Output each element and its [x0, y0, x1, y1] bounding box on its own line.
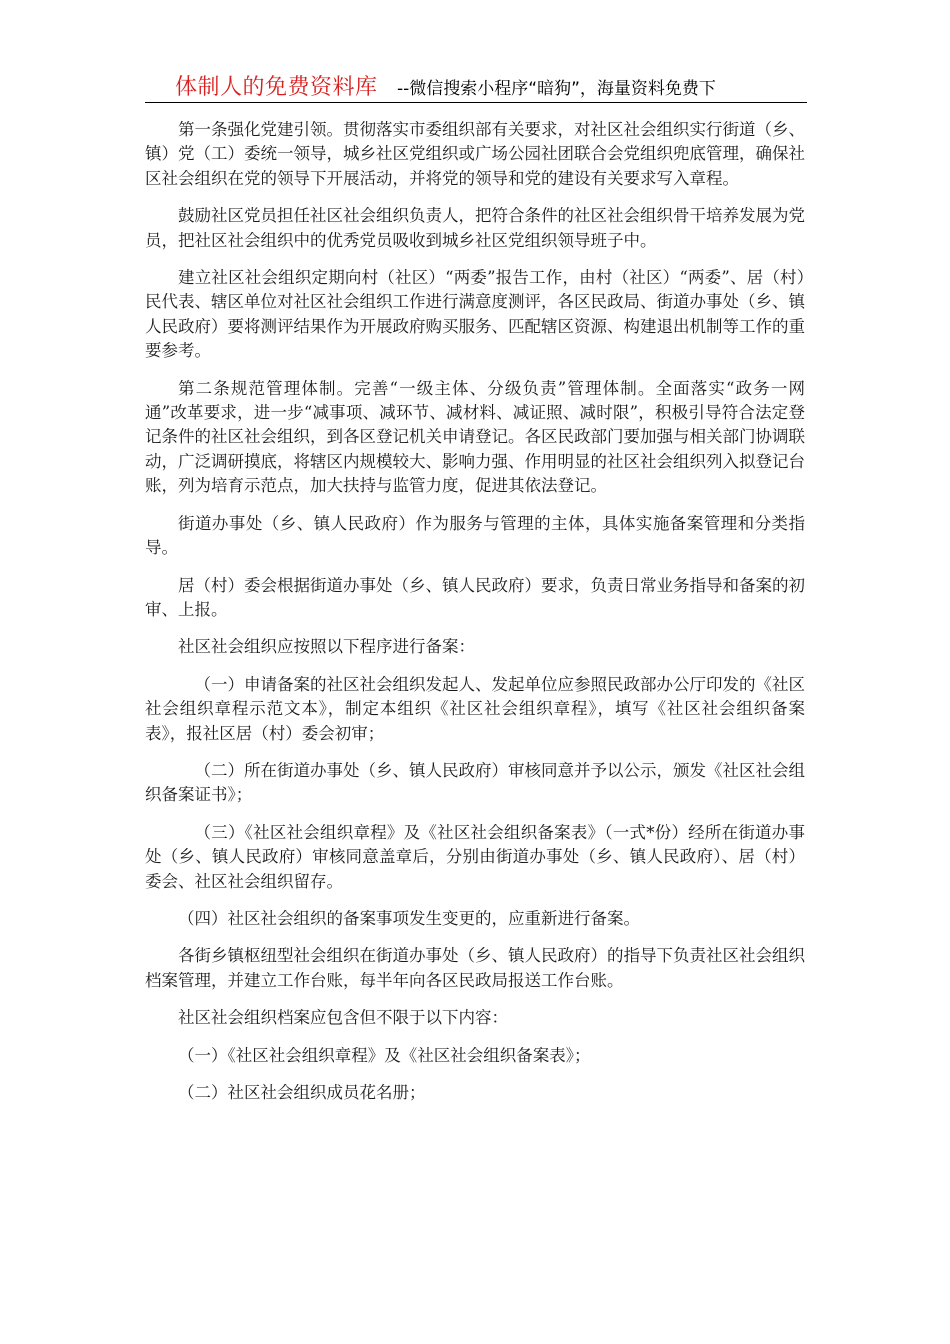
header-brand-title: 体制人的免费资料库	[175, 75, 378, 100]
list-item-filing-3: （三）《社区社会组织章程》及《社区社会组织备案表》（一式*份）经所在街道办事处（乡、镇人民政府）审核同意盖章后，分别由街道办事处（乡、镇人民政府）、居（村）委会、社区社会组织留存。	[145, 822, 805, 891]
paragraph-article-1: 第一条强化党建引领。贯彻落实市委组织部有关要求，对社区社会组织实行街道（乡、镇）党（工）委统一领导，城乡社区党组织或广场公园社团联合会党组织兜底管理，确保社区社会组织在党的领导下开展活动，并将党的领导和党的建设有关要求写入章程。	[145, 120, 805, 188]
list-item-filing-4: （四）社区社会组织的备案事项发生变更的，应重新进行备案。	[178, 908, 640, 928]
page-header	[145, 68, 807, 103]
paragraph-article-2: 第二条规范管理体制。完善“一级主体、分级负责”管理体制。全面落实“政务一网通”改革要求，进一步“减事项、减环节、减材料、减证照、减时限”，积极引导符合法定登记条件的社区社会组织，到各区登记机关申请登记。各区民政部门要加强与相关部门协调联动，广泛调研摸底，将辖区内规模较大、影响力强、作用明显的社区社会组织列入拟登记台账，列为培育示范点，加大扶持与监管力度，促进其依法登记。	[145, 378, 805, 496]
paragraph-street-office: 街道办事处（乡、镇人民政府）作为服务与管理的主体，具体实施备案管理和分类指导。	[145, 513, 805, 558]
list-item-filing-2: （二）所在街道办事处（乡、镇人民政府）审核同意并予以公示，颁发《社区社会组织备案证书》；	[145, 760, 805, 805]
document-body	[145, 118, 805, 1118]
paragraph-committee: 居（村）委会根据街道办事处（乡、镇人民政府）要求，负责日常业务指导和备案的初审、上报。	[145, 575, 805, 619]
paragraph-archive-contents: 社区社会组织档案应包含但不限于以下内容：	[178, 1008, 508, 1028]
paragraph-party-members: 鼓励社区党员担任社区社会组织负责人，把符合条件的社区社会组织骨干培养发展为党员，把社区社会组织中的优秀党员吸收到城乡社区党组织领导班子中。	[145, 206, 805, 250]
paragraph-evaluation: 建立社区社会组织定期向村（社区）“两委”报告工作，由村（社区）“两委”、居（村）民代表、辖区单位对社区社会组织工作进行满意度测评，各区民政局、街道办事处（乡、镇人民政府）要将测评结果作为开展政府购买服务、匹配辖区资源、构建退出机制等工作的重要参考。	[145, 268, 805, 361]
paragraph-filing-procedure: 社区社会组织应按照以下程序进行备案：	[178, 637, 475, 657]
header-tagline: --微信搜索小程序“暗狗”，海量资料免费下	[397, 79, 716, 99]
list-item-filing-1: （一）申请备案的社区社会组织发起人、发起单位应参照民政部办公厅印发的《社区社会组织章程示范文本》，制定本组织《社区社会组织章程》，填写《社区社会组织备案表》，报社区居（村）委会初审；	[145, 674, 805, 743]
list-item-archive-2: （二）社区社会组织成员花名册；	[178, 1083, 426, 1102]
list-item-archive-1: （一）《社区社会组织章程》及《社区社会组织备案表》；	[178, 1045, 591, 1065]
paragraph-archive-management: 各街乡镇枢纽型社会组织在街道办事处（乡、镇人民政府）的指导下负责社区社会组织档案管理，并建立工作台账，每半年向各区民政局报送工作台账。	[145, 946, 805, 990]
